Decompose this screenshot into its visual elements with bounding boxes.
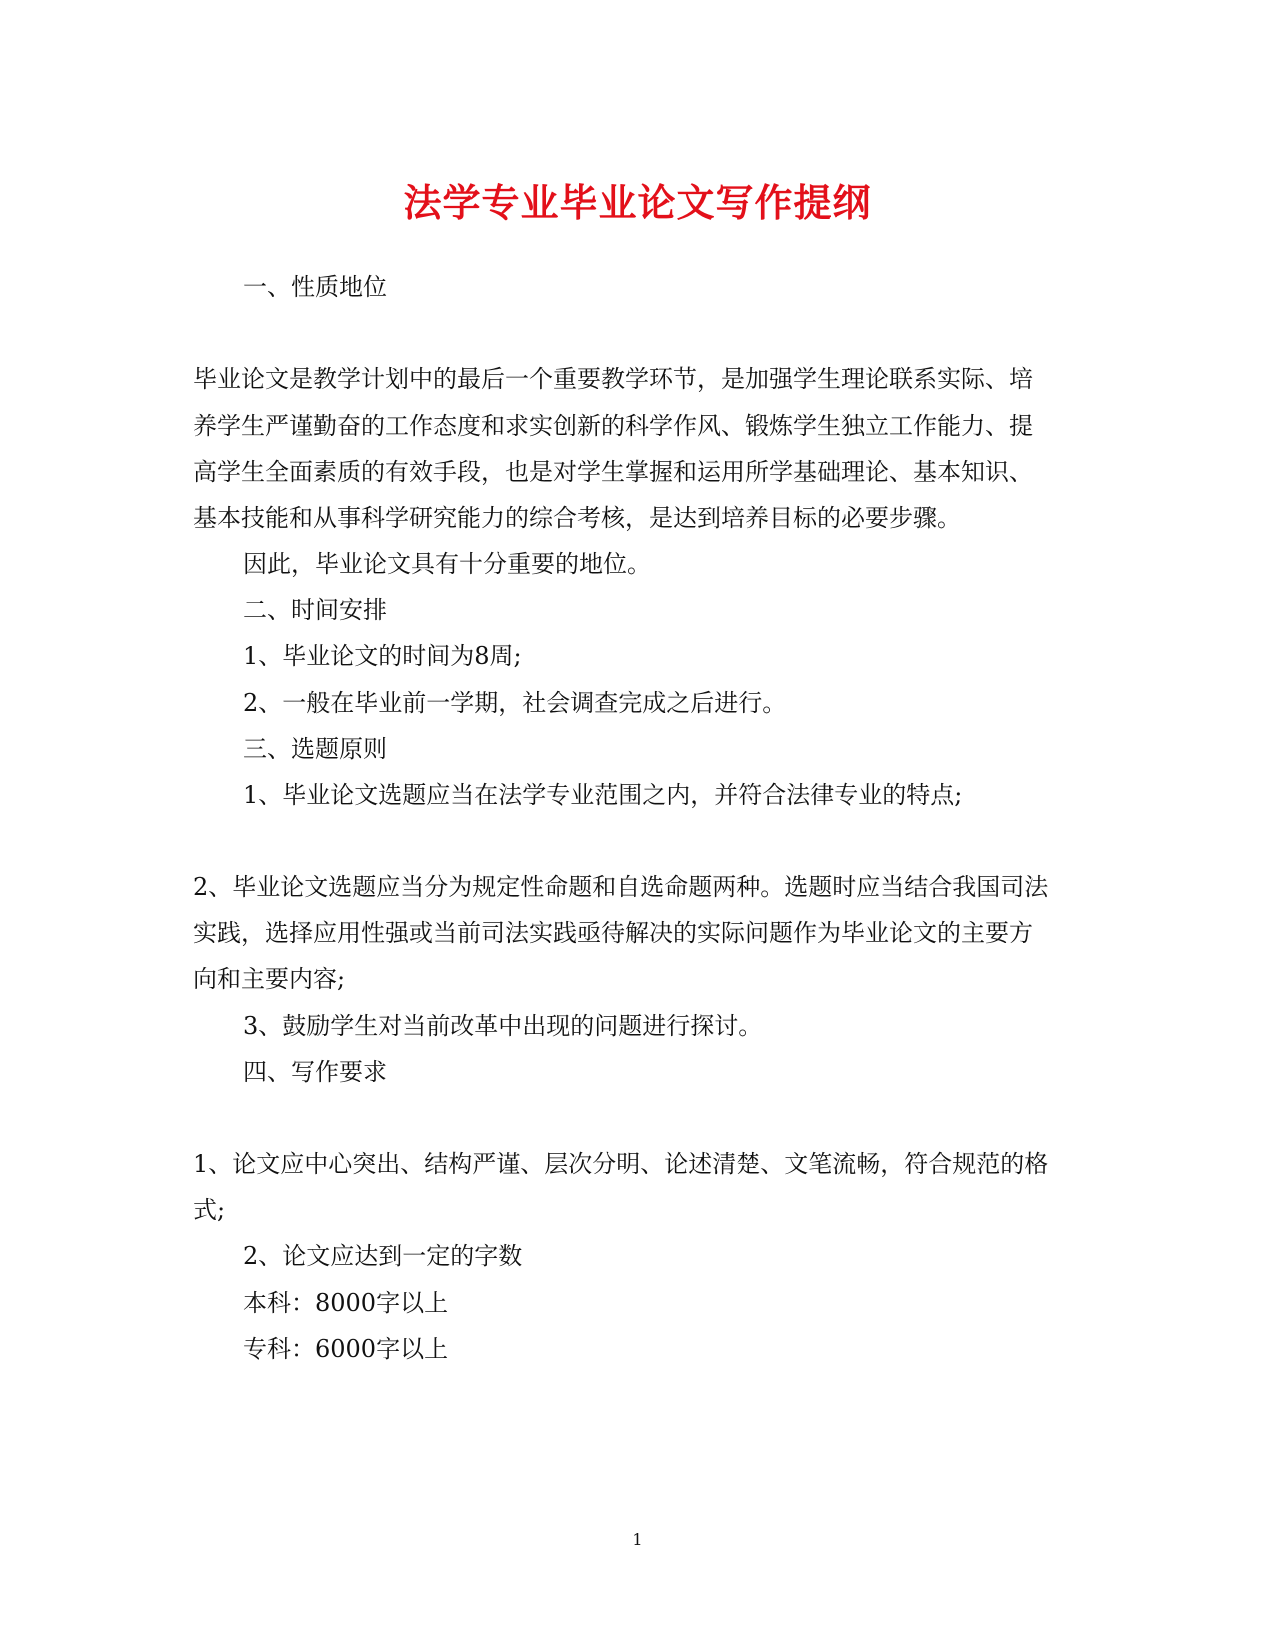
paragraph-line: 养学生严谨勤奋的工作态度和求实创新的科学作风、锻炼学生独立工作能力、提 — [193, 412, 1033, 440]
list-item: 3、鼓励学生对当前改革中出现的问题进行探讨。 — [243, 1012, 763, 1040]
paragraph-line: 因此，毕业论文具有十分重要的地位。 — [243, 550, 651, 578]
list-item: 1、毕业论文的时间为8周; — [243, 642, 522, 670]
section-heading-topic-principles: 三、选题原则 — [243, 735, 387, 763]
list-item: 2、毕业论文选题应当分为规定性命题和自选命题两种。选题时应当结合我国司法 — [193, 873, 1049, 901]
paragraph-line: 基本技能和从事科学研究能力的综合考核，是达到培养目标的必要步骤。 — [193, 504, 961, 532]
paragraph-line: 毕业论文是教学计划中的最后一个重要教学环节，是加强学生理论联系实际、培 — [193, 365, 1033, 393]
paragraph-line: 高学生全面素质的有效手段，也是对学生掌握和运用所学基础理论、基本知识、 — [193, 458, 1033, 486]
requirement-junior-college: 专科：6000字以上 — [243, 1335, 449, 1363]
paragraph-line: 式; — [193, 1196, 226, 1224]
page-number: 1 — [632, 1530, 643, 1549]
document-title: 法学专业毕业论文写作提纲 — [403, 180, 872, 225]
list-item: 1、毕业论文选题应当在法学专业范围之内，并符合法律专业的特点; — [243, 781, 963, 809]
list-item: 2、论文应达到一定的字数 — [243, 1242, 523, 1270]
requirement-undergraduate: 本科：8000字以上 — [243, 1289, 449, 1317]
paragraph-line: 向和主要内容; — [193, 965, 346, 993]
section-heading-nature: 一、性质地位 — [243, 273, 387, 301]
paragraph-line: 实践，选择应用性强或当前司法实践亟待解决的实际问题作为毕业论文的主要方 — [193, 919, 1033, 947]
list-item: 1、论文应中心突出、结构严谨、层次分明、论述清楚、文笔流畅，符合规范的格 — [193, 1150, 1049, 1178]
list-item: 2、一般在毕业前一学期，社会调查完成之后进行。 — [243, 689, 787, 717]
section-heading-writing-requirements: 四、写作要求 — [243, 1058, 387, 1086]
section-heading-schedule: 二、时间安排 — [243, 596, 387, 624]
